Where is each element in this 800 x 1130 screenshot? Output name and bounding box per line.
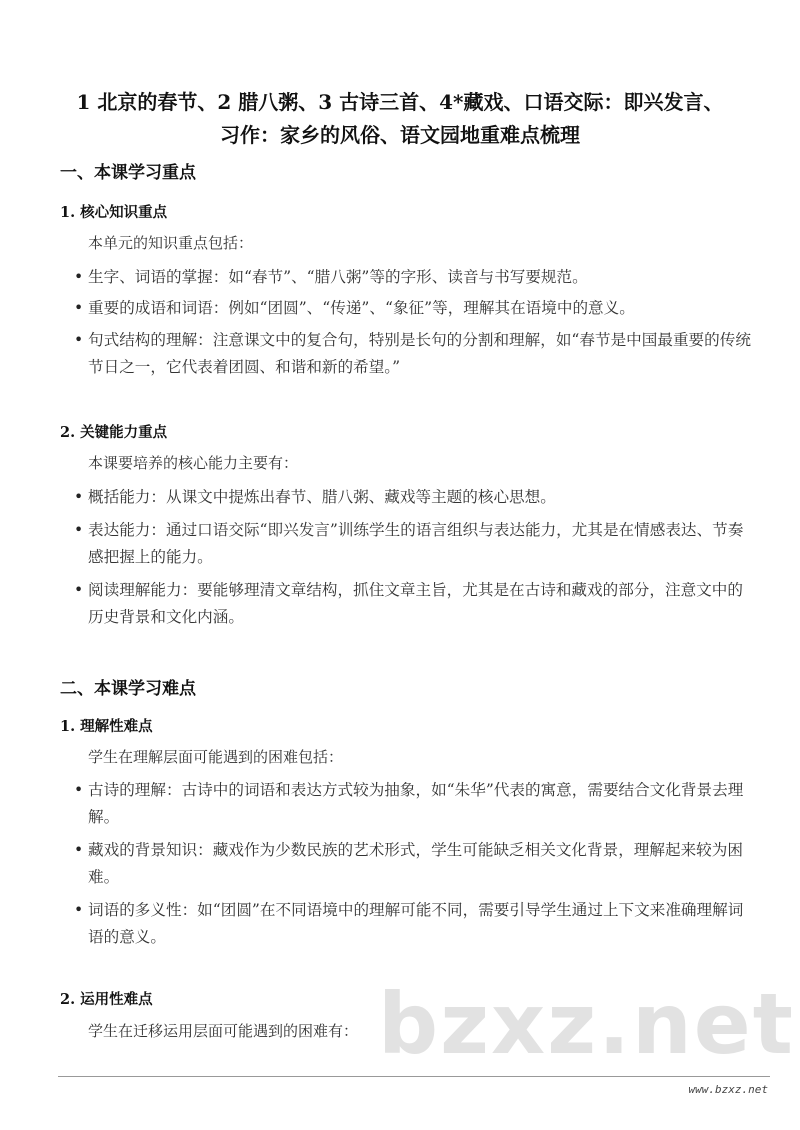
- list-item: • 生字、词语的掌握：如“春节”、“腊八粥”等的字形、读音与书写要规范。: [88, 264, 752, 291]
- subsection-heading: 1. 理解性难点: [60, 718, 153, 735]
- title-line-2: 习作：家乡的风俗、语文园地重难点梳理: [220, 123, 580, 147]
- intro-text: 学生在理解层面可能遇到的困难包括：: [88, 748, 344, 766]
- intro-text: 学生在迁移运用层面可能遇到的困难有：: [88, 1022, 359, 1040]
- list-item: • 重要的成语和词语：例如“团圆”、“传递”、“象征”等，理解其在语境中的意义。: [88, 295, 752, 322]
- list-item: • 古诗的理解：古诗中的词语和表达方式较为抽象，如“朱华”代表的寓意，需要结合文化背景去理解。: [88, 777, 752, 831]
- title-line-1: 1 北京的春节、2 腊八粥、3 古诗三首、4*藏戏、口语交际：即兴发言、: [76, 90, 724, 114]
- footer-divider: [58, 1076, 770, 1077]
- list-item: • 句式结构的理解：注意课文中的复合句，特别是长句的分割和理解，如“春节是中国最重要的传统节日之一，它代表着团圆、和谐和新的希望。”: [88, 327, 752, 381]
- subsection-heading: 2. 运用性难点: [60, 991, 153, 1008]
- intro-text: 本课要培养的核心能力主要有：: [88, 454, 299, 472]
- list-item: • 阅读理解能力：要能够理清文章结构，抓住文章主旨，尤其是在古诗和藏戏的部分，注意文中的历史背景和文化内涵。: [88, 577, 752, 631]
- document-title: [40, 86, 760, 152]
- intro-text: 本单元的知识重点包括：: [88, 234, 254, 252]
- list-item: • 概括能力：从课文中提炼出春节、腊八粥、藏戏等主题的核心思想。: [88, 484, 752, 511]
- section-heading-difficulties: 二、本课学习难点: [60, 679, 196, 699]
- list-item: • 藏戏的背景知识：藏戏作为少数民族的艺术形式，学生可能缺乏相关文化背景，理解起来较为困难。: [88, 837, 752, 891]
- section-heading-key-points: 一、本课学习重点: [60, 163, 196, 183]
- footer-url: www.bzxz.net: [688, 1083, 768, 1096]
- subsection-heading: 2. 关键能力重点: [60, 424, 168, 441]
- subsection-heading: 1. 核心知识重点: [60, 204, 168, 221]
- watermark: bzxz.net: [378, 975, 795, 1073]
- list-item: • 表达能力：通过口语交际“即兴发言”训练学生的语言组织与表达能力，尤其是在情感表达、节奏感把握上的能力。: [88, 517, 752, 571]
- list-item: • 词语的多义性：如“团圆”在不同语境中的理解可能不同，需要引导学生通过上下文来准确理解词语的意义。: [88, 897, 752, 951]
